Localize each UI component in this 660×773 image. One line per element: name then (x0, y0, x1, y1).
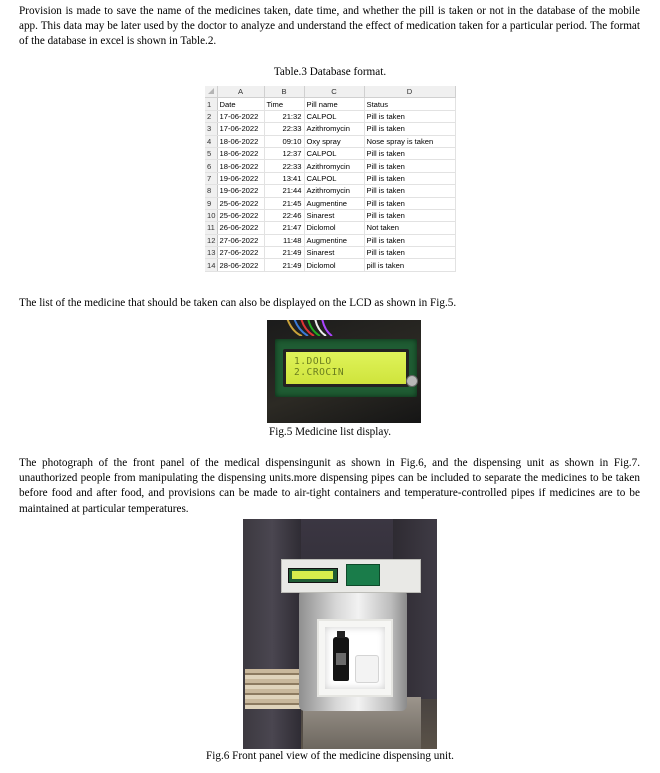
row-number: 13 (207, 248, 216, 258)
table-row (205, 209, 455, 221)
pill-name-cell: Azithromycin (304, 160, 364, 172)
pill-name-cell: Sinarest (304, 247, 364, 259)
database-table-body (205, 86, 455, 271)
time-cell: 13:41 (264, 172, 304, 184)
select-all-icon (208, 88, 214, 94)
status-cell: Pill is taken (364, 209, 455, 221)
table-row (205, 98, 455, 110)
dispenser-window (317, 619, 393, 697)
dispenser-cylinder (299, 591, 407, 711)
date-cell: 25-06-2022 (217, 197, 264, 209)
lcd-bezel (283, 349, 409, 387)
lcd-photo (267, 320, 421, 423)
lcd-paragraph: The list of the medicine that should be taken can also be displayed on the LCD as shown in Fig.5. (19, 297, 457, 309)
time-cell: 21:32 (264, 110, 304, 122)
row-number: 9 (205, 197, 217, 209)
time-cell: 22:33 (264, 160, 304, 172)
table-row (205, 234, 455, 246)
table-caption: Table.3 Database format. (273, 66, 387, 78)
date-cell: 17-06-2022 (217, 123, 264, 135)
pill-name-cell: Diclomol (304, 222, 364, 234)
potentiometer-icon (406, 375, 418, 387)
table-row (205, 185, 455, 197)
row-number: 8 (205, 185, 217, 197)
medicine-bottle (333, 637, 349, 681)
time-cell: 12:37 (264, 147, 304, 159)
pill-name-cell: Diclomol (304, 259, 364, 271)
date-cell: 27-06-2022 (217, 247, 264, 259)
circuit-board (346, 564, 380, 586)
time-cell: 11:48 (264, 234, 304, 246)
time-cell: 22:46 (264, 209, 304, 221)
dispenser-top-panel (281, 559, 421, 593)
row-number: 5 (205, 147, 217, 159)
row-number: 10 (207, 211, 216, 221)
date-cell: 19-06-2022 (217, 185, 264, 197)
pill-name-cell: CALPOL (304, 147, 364, 159)
table-row (205, 172, 455, 184)
pill-name-cell: Augmentine (304, 234, 364, 246)
lcd-line-2: 2.CROCIN (294, 367, 345, 378)
column-header: A (217, 86, 264, 98)
dispenser-paragraph: The photograph of the front panel of the medical dispensingunit as shown in Fig.6, and the dispensing unit as shown in Fig.7. unauthorized people from manipulating the dispensing units.more dispensing pipes can be included to separate the medicines to be taken before food and after food, and provisions can be made to air-tight containers and temperature-controlled pipes if medicines are to be maintained at particular temperatures. (19, 457, 640, 515)
lcd-line-1: 1.DOLO (294, 356, 332, 367)
row-number: 14 (207, 260, 216, 270)
row-number: 12 (207, 235, 216, 245)
table-row (205, 147, 455, 159)
pill-name-cell: Pill name (304, 98, 364, 110)
date-cell: 18-06-2022 (217, 135, 264, 147)
book-stack (245, 669, 301, 709)
row-number: 3 (205, 123, 217, 135)
status-cell: Pill is taken (364, 172, 455, 184)
status-cell: Pill is taken (364, 160, 455, 172)
status-cell: Not taken (364, 222, 455, 234)
date-cell: 18-06-2022 (217, 147, 264, 159)
fig5-caption: Fig.5 Medicine list display. (268, 426, 392, 438)
status-cell: Nose spray is taken (364, 135, 455, 147)
table-row (205, 197, 455, 209)
table-row (205, 110, 455, 122)
date-cell: 18-06-2022 (217, 160, 264, 172)
table-row (205, 135, 455, 147)
time-cell: 21:47 (264, 222, 304, 234)
row-number: 4 (205, 135, 217, 147)
status-cell: Pill is taken (364, 197, 455, 209)
pill-jar (355, 655, 379, 683)
status-cell: Pill is taken (364, 247, 455, 259)
row-number: 7 (205, 172, 217, 184)
table-row (205, 160, 455, 172)
row-number: 2 (205, 110, 217, 122)
row-number: 6 (205, 160, 217, 172)
time-cell: 09:10 (264, 135, 304, 147)
time-cell: 21:49 (264, 259, 304, 271)
ribbon-wires-icon (282, 320, 352, 336)
status-cell: Pill is taken (364, 123, 455, 135)
pill-name-cell: Azithromycin (304, 123, 364, 135)
date-cell: 17-06-2022 (217, 110, 264, 122)
column-header-row (205, 86, 455, 98)
database-table (205, 86, 456, 272)
column-header: C (304, 86, 364, 98)
column-header: D (364, 86, 455, 98)
pill-name-cell: CALPOL (304, 172, 364, 184)
row-number: 11 (205, 222, 217, 234)
dispenser-lcd (288, 568, 338, 583)
pill-name-cell: Oxy spray (304, 135, 364, 147)
table-row (205, 259, 455, 271)
table-row (205, 222, 455, 234)
corner-cell (205, 86, 217, 98)
curtain-left (243, 519, 301, 749)
status-cell: Pill is taken (364, 147, 455, 159)
time-cell: 22:33 (264, 123, 304, 135)
date-cell: 26-06-2022 (217, 222, 264, 234)
status-cell: Pill is taken (364, 185, 455, 197)
medicine-compartment (325, 627, 385, 689)
status-cell: Status (364, 98, 455, 110)
time-cell: Time (264, 98, 304, 110)
date-cell: 19-06-2022 (217, 172, 264, 184)
table-row (205, 247, 455, 259)
time-cell: 21:44 (264, 185, 304, 197)
date-cell: 28-06-2022 (217, 259, 264, 271)
date-cell: Date (217, 98, 264, 110)
status-cell: Pill is taken (364, 110, 455, 122)
row-number: 1 (205, 98, 217, 110)
status-cell: pill is taken (364, 259, 455, 271)
date-cell: 25-06-2022 (217, 209, 264, 221)
status-cell: Pill is taken (364, 234, 455, 246)
pill-name-cell: Augmentine (304, 197, 364, 209)
time-cell: 21:49 (264, 247, 304, 259)
intro-paragraph: Provision is made to save the name of the medicines taken, date time, and whether the pill is taken or not in the database of the mobile app. This data may be later used by the doctor to analyze and understand the effect of medication taken for a particular period. The format of the database in excel is shown in Table.2. (19, 5, 640, 48)
column-header: B (264, 86, 304, 98)
pill-name-cell: Sinarest (304, 209, 364, 221)
pill-name-cell: Azithromycin (304, 185, 364, 197)
dispenser-photo (243, 519, 437, 749)
lcd-text (294, 356, 344, 378)
date-cell: 27-06-2022 (217, 234, 264, 246)
time-cell: 21:45 (264, 197, 304, 209)
lcd-module (275, 339, 417, 397)
pill-name-cell: CALPOL (304, 110, 364, 122)
table-row (205, 123, 455, 135)
lcd-screen (286, 352, 406, 384)
fig6-caption: Fig.6 Front panel view of the medicine dispensing unit. (206, 750, 454, 762)
